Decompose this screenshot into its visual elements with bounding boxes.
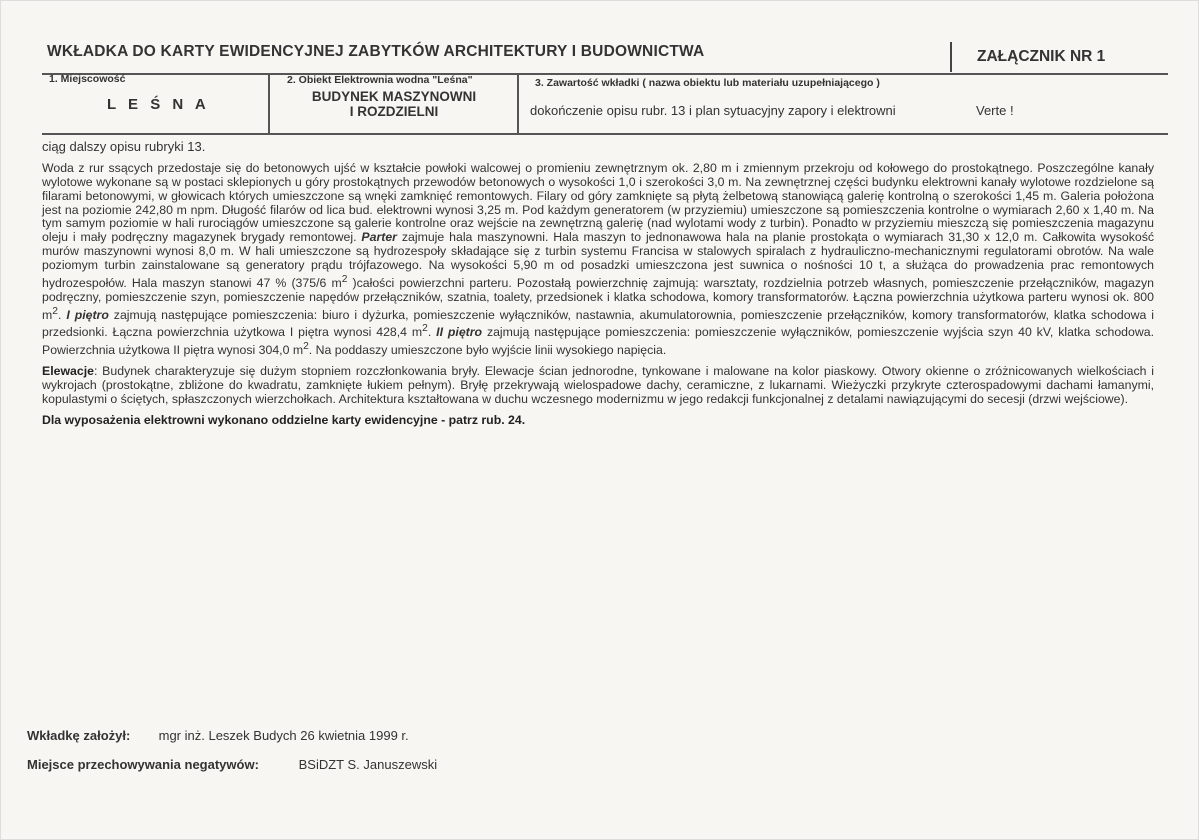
storage-value: BSiDZT S. Januszewski — [298, 757, 438, 772]
object-name-line1: BUDYNEK MASZYNOWNI — [311, 89, 477, 104]
author-value: mgr inż. Leszek Budych 26 kwietnia 1999 r. — [158, 728, 409, 743]
object-label: 2. Obiekt Elektrownia wodna "Leśna" — [287, 74, 473, 86]
storage-row — [27, 757, 437, 772]
description-paragraph-2 — [42, 365, 1154, 407]
document-title: WKŁADKA DO KARTY EWIDENCYJNEJ ZABYTKÓW ARCHITEKTURY I BUDOWNICTWA — [47, 43, 705, 60]
superscript: 2 — [422, 323, 428, 335]
object-name-line2: I ROZDZIELNI — [349, 104, 439, 119]
header-divider — [950, 42, 952, 72]
text-run: . — [57, 307, 67, 322]
object-name — [270, 89, 518, 119]
continuation-label: ciąg dalszy opisu rubryki 13. — [42, 139, 206, 154]
text-run: . — [427, 325, 437, 340]
description-body — [42, 162, 1154, 435]
description-paragraph-3 — [42, 414, 1154, 428]
header-rule-top — [42, 73, 1168, 75]
superscript: 2 — [303, 341, 309, 353]
parter-heading: Parter — [361, 230, 397, 245]
author-label: Wkładkę założył: — [27, 728, 131, 743]
floor2-heading: II piętro — [436, 325, 483, 340]
text-run: zajmuje hala maszynowni. Hala maszyn to jednonawowa hala na planie prostokąta o wymiarach 31,30 x 12,0 m. Całkowita wysokość murów maszynowni wynosi 8,0 m. W hali umieszczone są hydrozespoły składające się z turbin systemu Francisa w stalowych spiralach z hydrauliczno-mechanicznymi regulatorami obrotów. Na wale poziomym turbin zainstalowane są generatory prądu trójfazowego. Na wysokości 5,90 m od posadzki umieszczona jest suwnica o nośności 10 t, a służąca do prowadzenia prac remontowych hydrozespołów. Hala maszyn stanowi 47 % (375/6 m — [42, 230, 1154, 290]
text-run: )całości powierzchni parteru. Pozostałą powierzchnię zajmują: warsztaty, rozdzielnia potrzeb własnych, pomieszczenie przełączników, magazyn podręczny, pomieszczenie szyn, pomieszczenie napędów przełączników, szatnia, toalety, przedsionek i klatka schodowa, komory transformatorów. Łączna powierzchnia użytkowa parteru wynosi ok. 800 m — [42, 275, 1154, 322]
floor1-heading: I piętro — [66, 307, 109, 322]
text-run: zajmują następujące pomieszczenia: biuro i dyżurka, pomieszczenie wyłączników, nastawnia, akumulatorownia, pomieszczenie przełączników, komory transformatorów, klatka schodowa i przedsionki. Łączna powierzchnia użytkowa I piętra wynosi 428,4 m — [42, 307, 1154, 340]
annex-number: ZAŁĄCZNIK NR 1 — [977, 48, 1106, 65]
header-rule-bottom — [42, 133, 1168, 135]
storage-label: Miejsce przechowywania negatywów: — [27, 757, 259, 772]
equipment-note: Dla wyposażenia elektrowni wykonano oddzielne karty ewidencyjne - patrz rub. 24. — [42, 412, 526, 427]
text-run: Woda z rur ssących przedostaje się do betonowych ujść w kształcie powłoki walcowej o promieniu zewnętrznym ok. 2,80 m i zmiennym przekroju od kołowego do prostokątnego. Poszczególne kanały wylotowe wykonane są w postaci sklepionych u góry prostokątnych przewodów betonowych o wysokości 1,0 i szerokości 3,0 m. Na zewnętrznej części budynku elektrowni kanały wylotowe rozdzielone są filarami betonowymi, w głowicach których umieszczone są wnęki zamknięć remontowych. Filary od góry zamknięte są płytą żelbetową stanowiącą galerię kontrolną o szerokości 1,45 m. Galeria położona jest na poziomie 242,80 m npm. Długość filarów od lica bud. elektrowni wynosi 3,25 m. Pod każdym generatorem (w przyziemiu) umieszczone są pomieszczenia kontrolne o wymiarach 2,60 x 1,40 m. Na tym samym poziomie w hali rurociągów umieszczone są galerie kontrolne oraz wejście na zewnętrzną galerię (nad wylotami wody z turbin). Ponadto w przyziemiu mieszczą się pomieszczenia magazynu oleju i mały podręczny magazynek brygady remontowej. — [42, 161, 1154, 245]
elevations-heading: Elewacje — [42, 364, 94, 379]
place-value: L E Ś N A — [107, 96, 210, 113]
place-label: 1. Miejscowość — [49, 73, 126, 85]
text-run: . Na poddaszy umieszczone było wyjście linii wysokiego napięcia. — [308, 343, 667, 358]
verte-note: Verte ! — [976, 103, 1014, 118]
content-value: dokończenie opisu rubr. 13 i plan sytuacyjny zapory i elektrowni — [530, 103, 896, 118]
author-row — [27, 728, 409, 743]
text-run: : Budynek charakteryzuje się dużym stopniem rozczłonkowania bryły. Elewacje ścian jednorodne, tynkowane i malowane na kolor piaskowy. Otwory okienne o zróżnicowanych wielkościach i wykrojach (prostokątne, zbliżone do kwadratu, zamknięte łukiem pełnym). Bryłę przekrywają wielospadowe dachy, ceramiczne, z lukarnami. Wieżyczki przykryte czterospadowymi dachami łamanymi, kopulastymi o ściętych, spłaszczonych wierzchołkach. Architektura kształtowana w duchu wczesnego modernizmu w jego redakcji funkcjonalnej z detalami nawiązującymi do secesji (drzwi wejściowe). — [42, 364, 1154, 407]
superscript: 2 — [341, 273, 348, 285]
description-paragraph-1 — [42, 162, 1154, 358]
superscript: 2 — [52, 305, 58, 317]
content-label: 3. Zawartość wkładki ( nazwa obiektu lub materiału uzupełniającego ) — [535, 77, 880, 89]
text-run: zajmują następujące pomieszczenia: pomieszczenie wyłączników, pomieszczenie wyjścia szyn 40 kV, klatka schodowa. Powierzchnia użytkowa II piętra wynosi 304,0 m — [42, 325, 1154, 358]
